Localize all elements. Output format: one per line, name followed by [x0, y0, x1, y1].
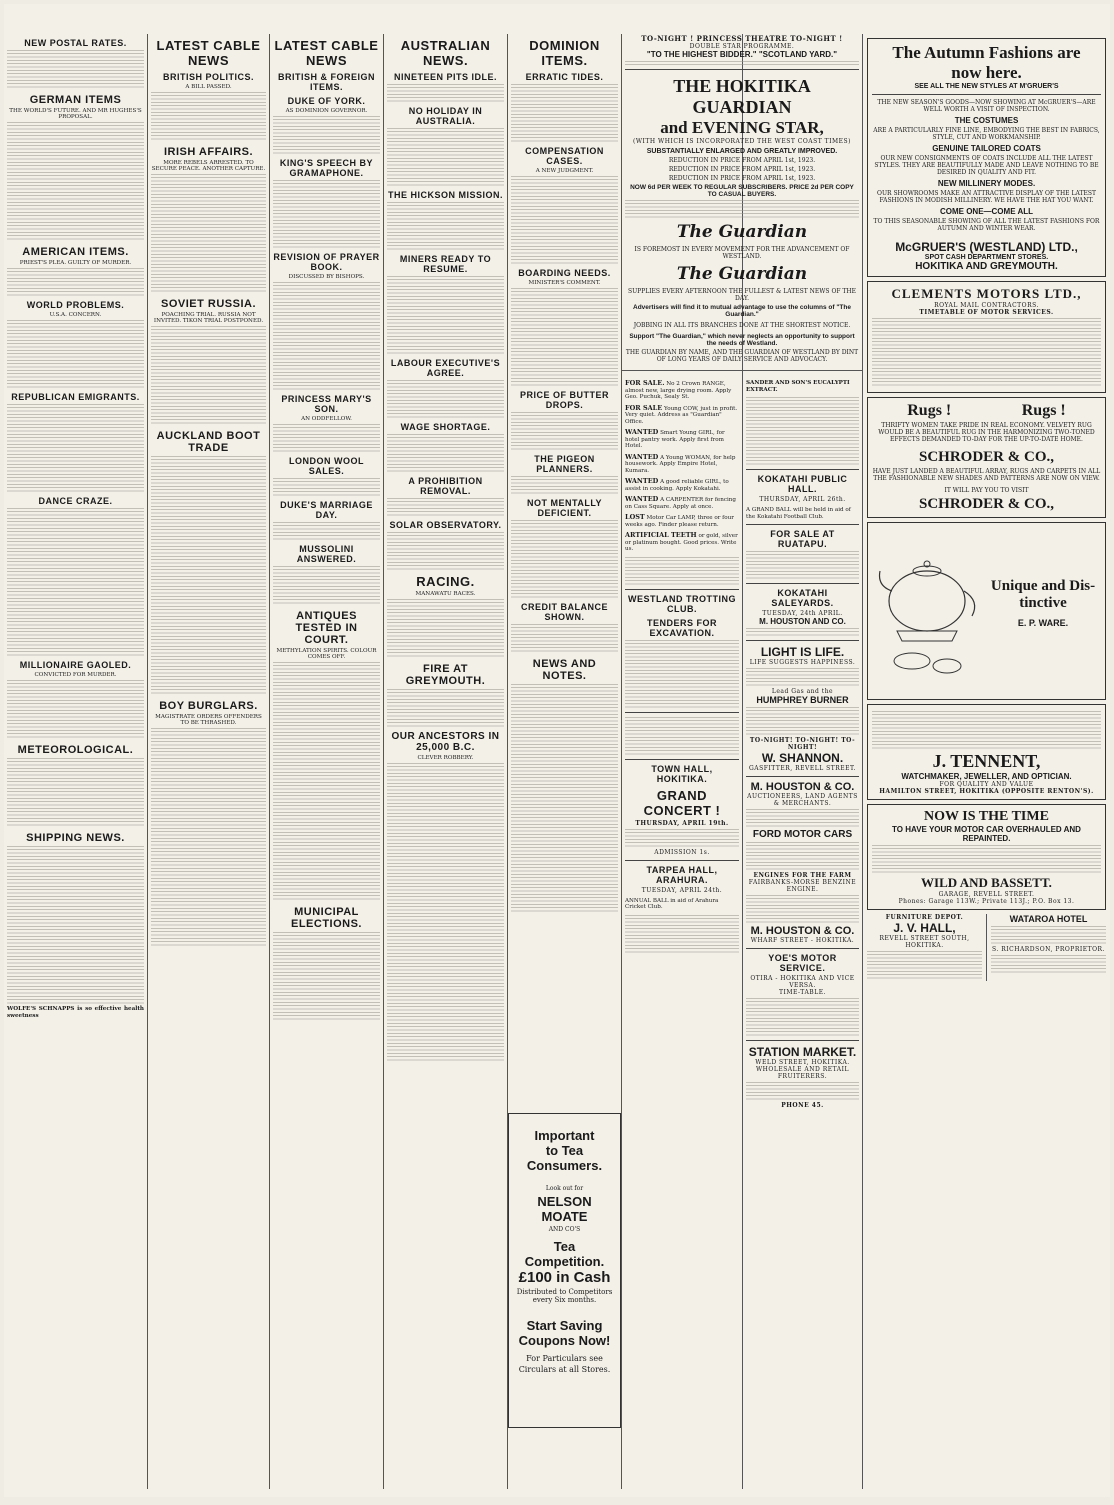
headline: DANCE CRAZE. [38, 496, 113, 506]
company-sub: ROYAL MAIL CONTRACTORS. [934, 302, 1039, 309]
subheadline: MANAWATU RACES. [415, 591, 476, 597]
subheadline: A BILL PASSED. [185, 84, 232, 90]
classified-item: LOST Motor Car LAMP, three or four weeks ago. Finder please return. [625, 513, 734, 528]
tonight-repeat: TO-NIGHT! TO-NIGHT! TO-NIGHT! [749, 737, 856, 751]
gasfitter-name: W. SHANNON. [761, 751, 844, 765]
theatre-double: DOUBLE STAR PROGRAMME. [689, 43, 795, 50]
section-heading: LATEST CABLE NEWS [156, 38, 261, 68]
reduction-line: REDUCTION IN PRICE FROM APRIL 1st, 1923. [668, 175, 816, 182]
ball-notice: ANNUAL BALL in aid of Arahura Cricket Club. [625, 897, 719, 910]
admission-line: ADMISSION 1s. [654, 848, 710, 856]
column-display-adverts [863, 34, 1110, 1489]
column-general-news [4, 34, 147, 1489]
advert-heading: SANDER AND SON'S EUCALYPTI EXTRACT. [746, 380, 850, 393]
headline: PRINCESS MARY'S SON. [281, 394, 372, 414]
depot-name: J. V. HALL, [893, 921, 956, 935]
timetable-sub: TIMETABLE OF MOTOR SERVICES. [919, 309, 1054, 316]
garage-address: GARAGE, REVELL STREET. [938, 891, 1035, 898]
merchant-sub: AUCTIONEERS, LAND AGENTS & MERCHANTS. [747, 793, 858, 807]
motor-service: YOE'S MOTOR SERVICE. [768, 953, 837, 973]
schroder-advert [867, 397, 1106, 518]
advert-text: OUR NEW CONSIGNMENTS OF COATS INCLUDE ALL THE LATEST STYLES. THEY ARE BEAUTIFULLY MADE AND LEAVE NOTHING TO BE DESIRED IN QUALITY AND FIT. [874, 155, 1099, 176]
subheadline: CONVICTED FOR MURDER. [34, 672, 117, 678]
depot-heading: FURNITURE DEPOT. [885, 914, 964, 921]
now-heading: NOW IS THE TIME [924, 809, 1049, 824]
headline: DUKE'S MARRIAGE DAY. [280, 500, 373, 520]
unique-heading: tinctive [1019, 595, 1067, 611]
subheadline: AS DOMINION GOVERNOR. [285, 108, 368, 114]
merchant-address: WHARF STREET - HOKITIKA. [750, 937, 855, 944]
column-foreign-items [270, 34, 383, 1489]
ad-line: NELSON MOATE [537, 1194, 592, 1224]
auctioneer-name: M. HOUSTON AND CO. [759, 617, 846, 626]
rugs-heading: Rugs ! [907, 402, 952, 419]
headline: RACING. [416, 574, 475, 589]
headline: WAGE SHORTAGE. [400, 422, 491, 432]
subheadline: AN ODDFELLOW. [301, 416, 352, 422]
headline: LONDON WOOL SALES. [289, 456, 364, 476]
light-sub: LIFE SUGGESTS HAPPINESS. [749, 659, 856, 666]
advert-subheading: COME ONE—COME ALL [939, 207, 1034, 216]
mcgruers-advert [867, 38, 1106, 277]
headline: BOY BURGLARS. [159, 700, 258, 712]
ford-cars: FORD MOTOR CARS [752, 829, 853, 840]
jeweller-name: E. P. WARE. [1017, 618, 1069, 628]
unique-heading: Unique and Dis- [990, 578, 1096, 594]
masthead-incorporation: (WITH WHICH IS INCORPORATED THE WEST COAST TIMES) [633, 138, 851, 145]
store-towns: HOKITIKA AND GREYMOUTH. [915, 261, 1058, 272]
humphrey-burner: HUMPHREY BURNER [756, 695, 849, 705]
headline: BOARDING NEEDS. [518, 268, 611, 278]
rugs-heading: Rugs ! [1021, 402, 1066, 419]
market-address: WELD STREET, HOKITIKA. [755, 1059, 850, 1066]
headline: MINERS READY TO RESUME. [399, 254, 492, 274]
subheadline: A NEW JUDGMENT. [535, 168, 594, 174]
jobbing-notice: JOBBING IN ALL ITS BRANCHES DONE AT THE SHORTEST NOTICE. [633, 322, 851, 329]
subheadline: PRIEST'S PLEA. GUILTY OF MURDER. [19, 260, 132, 266]
market-name: STATION MARKET. [748, 1045, 857, 1059]
headline: METEOROLOGICAL. [17, 744, 134, 756]
ad-line: Consumers. [526, 1158, 603, 1173]
headline: NOT MENTALLY DEFICIENT. [527, 498, 602, 518]
route: OTIRA - HOKITIKA AND VICE VERSA. [750, 975, 855, 989]
section-heading: DOMINION ITEMS. [529, 38, 600, 68]
merchant-name: M. HOUSTON & CO. [750, 781, 855, 793]
headline: BRITISH POLITICS. [162, 72, 254, 82]
headline: THE HICKSON MISSION. [387, 190, 503, 200]
headline: NINETEEN PITS IDLE. [393, 72, 497, 82]
ad-line: AND CO'S [548, 1226, 581, 1233]
store-name: McGRUER'S (WESTLAND) LTD., [895, 240, 1078, 254]
fairbanks: FAIRBANKS-MORSE BENZINE ENGINE. [748, 879, 857, 893]
subheadline: THE WORLD'S FUTURE. AND MR HUGHES'S PROPOSAL. [9, 108, 142, 120]
headline: WORLD PROBLEMS. [26, 300, 125, 310]
jeweller-quality: FOR QUALITY AND VALUE [939, 781, 1034, 788]
subheadline: MORE REBELS ARRESTED. TO SECURE PEACE. ANOTHER CAPTURE. [151, 160, 266, 172]
bottom-adverts [867, 914, 1106, 981]
ad-line: Circulars at all Stores. [518, 1365, 611, 1374]
club-heading: WESTLAND TROTTING CLUB. [628, 593, 736, 614]
venue-heading: KOKATAHI PUBLIC HALL. [757, 474, 848, 494]
advert-subheading: GENUINE TAILORED COATS [932, 144, 1041, 153]
classified-item: FOR SALE. No 2 Crown RANGE, almost new, large drying room. Apply Geo. Puchuk, Sealy St. [625, 379, 732, 400]
advert-text: WOLFE'S SCHNAPPS is so effective health sweetness [7, 1006, 144, 1019]
event-date: TUESDAY, APRIL 24th. [641, 886, 723, 894]
enlarged-notice: SUBSTANTIALLY ENLARGED AND GREATLY IMPROVED. [646, 148, 838, 155]
subheadline: U.S.A. CONCERN. [49, 312, 102, 318]
headline: REPUBLICAN EMIGRANTS. [11, 392, 140, 402]
ball-notice: A GRAND BALL will be held in aid of the Kokatahi Football Club. [746, 507, 851, 520]
headline: FIRE AT GREYMOUTH. [405, 663, 486, 687]
classified-item: ARTIFICIAL TEETH or gold, silver or platinum bought. Good prices. Write us. [625, 531, 738, 552]
advertisers-notice: Advertisers will find it to mutual advantage to use the columns of "The Guardian." [633, 304, 851, 318]
classified-item: WANTED Smart Young GIRL, for hotel pantry work. Apply first from Hotel. [625, 428, 725, 449]
ad-line: to Tea [545, 1143, 584, 1158]
theatre-titles: "TO THE HIGHEST BIDDER." "SCOTLAND YARD." [646, 50, 838, 59]
ad-line: Start Saving [526, 1318, 603, 1333]
headline: NEW POSTAL RATES. [24, 38, 127, 48]
headline: REVISION OF PRAYER BOOK. [273, 252, 380, 272]
headline: MUNICIPAL ELECTIONS. [290, 906, 362, 930]
tennent-advert [867, 704, 1106, 800]
newspaper-page [4, 4, 1110, 1497]
ad-line: Distributed to Competitors every Six months. [516, 1288, 613, 1304]
light-heading: LIGHT IS LIFE. [760, 645, 845, 659]
subheadline: MINISTER'S COMMENT. [528, 280, 601, 286]
support-notice: Support "The Guardian," which never neglects an opportunity to support the needs of Westland. [629, 333, 855, 347]
overhaul-text: TO HAVE YOUR MOTOR CAR OVERHAULED AND REPAINTED. [892, 825, 1081, 843]
guardian-statement: IS FOREMOST IN EVERY MOVEMENT FOR THE ADVANCEMENT OF WESTLAND. [634, 246, 850, 260]
wataroa-advert [991, 914, 1106, 981]
headline: SOVIET RUSSIA. [160, 298, 257, 310]
jeweller-trade: WATCHMAKER, JEWELLER, AND OPTICIAN. [901, 772, 1072, 781]
theatre-header: TO-NIGHT ! PRINCESS THEATRE TO-NIGHT ! [641, 34, 843, 43]
ad-line: Tea Competition. [524, 1239, 605, 1269]
autumn-sub: SEE ALL THE NEW STYLES AT M'GRUER'S [914, 83, 1059, 90]
masthead-title: THE HOKITIKA GUARDIAN [673, 76, 811, 117]
lead-gas: Lead Gas and the [771, 688, 834, 695]
classified-item: FOR SALE Young COW, just in profit. Very quiet. Address as "Guardian" Office. [625, 403, 738, 425]
concert-heading: GRAND CONCERT ! [643, 787, 721, 818]
garage-phones: Phones: Garage 113W.; Private 113J.; P.O. Box 13. [898, 898, 1075, 905]
subheadline: MAGISTRATE ORDERS OFFENDERS TO BE THRASHED. [155, 714, 262, 726]
timetable: TIME-TABLE. [778, 989, 826, 996]
store-name: SCHRODER & CO., [918, 496, 1054, 512]
column-classifieds [622, 376, 742, 1486]
headline: GERMAN ITEMS [29, 94, 122, 106]
westland-notice: THE GUARDIAN BY NAME, AND THE GUARDIAN OF WESTLAND BY DINT OF LONG YEARS OF DAILY SERVICE AND ADVOCACY. [625, 349, 859, 363]
headline: LABOUR EXECUTIVE'S AGREE. [390, 358, 501, 378]
headline: A PROHIBITION REMOVAL. [408, 476, 483, 496]
venue-heading: TARPEA HALL, ARAHURA. [646, 864, 718, 885]
reduction-line: REDUCTION IN PRICE FROM APRIL 1st, 1923. [668, 166, 816, 173]
headline: SHIPPING NEWS. [26, 832, 125, 844]
tea-competition-advert [508, 1113, 621, 1428]
hotel-name: WATAROA HOTEL [1009, 914, 1088, 924]
clements-advert [867, 281, 1106, 393]
depot-address: REVELL STREET SOUTH, HOKITIKA. [879, 935, 970, 949]
subheadline: METHYLATION SPIRITS. COLOUR COMES OFF. [276, 648, 377, 660]
store-name: SCHRODER & CO., [918, 449, 1054, 465]
advert-text: IT WILL PAY YOU TO VISIT [944, 487, 1029, 494]
headline: MILLIONAIRE GAOLED. [19, 660, 132, 670]
reduction-line: REDUCTION IN PRICE FROM APRIL 1st, 1923. [668, 157, 816, 164]
headline: COMPENSATION CASES. [525, 146, 604, 166]
classified-item: WANTED A good reliable GIRL, to assist in cooking. Apply Kokatahi. [625, 477, 729, 492]
advert-text: THE NEW SEASON'S GOODS—NOW SHOWING AT McGRUER'S—ARE WELL WORTH A VISIT OF INSPECTION. [877, 99, 1096, 113]
guardian-title: The Guardian [676, 264, 808, 284]
wild-bassett-advert [867, 804, 1106, 910]
masthead-subtitle: and EVENING STAR, [660, 118, 824, 137]
advert-text: TO THIS SEASONABLE SHOWING OF ALL THE LATEST FASHIONS FOR AUTUMN AND WINTER WEAR. [873, 218, 1100, 232]
store-sub: SPOT CASH DEPARTMENT STORES. [924, 254, 1049, 261]
hall-advert [867, 914, 982, 981]
ware-advert [867, 522, 1106, 700]
autumn-heading: now here. [951, 63, 1022, 82]
headline: CREDIT BALANCE SHOWN. [521, 602, 608, 622]
headline: SOLAR OBSERVATORY. [389, 520, 502, 530]
ad-line: Look out for [545, 1185, 584, 1192]
headline: ANTIQUES TESTED IN COURT. [295, 610, 358, 646]
market-trade: WHOLESALE AND RETAIL FRUITERERS. [756, 1066, 849, 1080]
guardian-masthead-block [622, 34, 862, 369]
headline: OUR ANCESTORS IN 25,000 B.C. [391, 731, 500, 753]
ad-line: For Particulars see [526, 1354, 603, 1363]
guardian-title: The Guardian [676, 222, 808, 242]
sale-heading: FOR SALE AT RUATAPU. [770, 529, 835, 549]
garage-name: WILD AND BASSETT. [921, 875, 1052, 890]
guardian-statement: SUPPLIES EVERY AFTERNOON THE FULLEST & LATEST NEWS OF THE DAY. [627, 288, 857, 302]
ad-line: £100 in Cash [518, 1269, 611, 1286]
gasfitter-address: GASFITTER, REVELL STREET. [749, 765, 856, 772]
advert-subheading: NEW MILLINERY MODES. [937, 179, 1036, 188]
column-cable-news [148, 34, 269, 1489]
classified-item: WANTED A Young WOMAN, for help housework. Apply Empire Hotel, Kumara. [625, 452, 736, 474]
sale-date: TUESDAY, 24th APRIL. [762, 610, 843, 617]
headline: KING'S SPEECH BY GRAMAPHONE. [279, 158, 374, 178]
phone: PHONE 45. [781, 1102, 824, 1109]
saleyards-heading: KOKATAHI SALEYARDS. [771, 588, 834, 608]
ad-line: Important [534, 1128, 595, 1143]
headline: MUSSOLINI ANSWERED. [296, 544, 357, 564]
subheadline: CLEVER ROBBERY. [417, 755, 474, 761]
section-subheading: BRITISH & FOREIGN ITEMS. [277, 72, 375, 92]
event-date: THURSDAY, APRIL 26th. [759, 496, 846, 503]
column-australian-news [384, 34, 507, 1489]
price-notice: NOW 6d PER WEEK TO REGULAR SUBSCRIBERS. PRICE 2d PER COPY TO CASUAL BUYERS. [630, 184, 854, 198]
section-heading: LATEST CABLE NEWS [274, 38, 379, 68]
headline: NO HOLIDAY IN AUSTRALIA. [408, 106, 483, 126]
headline: IRISH AFFAIRS. [163, 146, 254, 158]
headline: NEWS AND NOTES. [532, 658, 597, 682]
section-heading: AUSTRALIAN NEWS. [400, 38, 491, 68]
headline: ERRATIC TIDES. [525, 72, 604, 82]
column-local-adverts [743, 376, 862, 1486]
concert-date: THURSDAY, APRIL 19th. [635, 819, 729, 827]
merchant-name: M. HOUSTON & CO. [750, 925, 855, 937]
jeweller-name: J. TENNENT, [932, 751, 1041, 771]
headline: AUCKLAND BOOT TRADE [156, 430, 261, 454]
headline: THE PIGEON PLANNERS. [534, 454, 595, 474]
advert-text: HAVE JUST LANDED A BEAUTIFUL ARRAY, RUGS AND CARPETS IN ALL THE FASHIONABLE NEW SHADES AND PATTERNS ARE NOW ON VIEW. [872, 468, 1101, 482]
headline: AMERICAN ITEMS. [22, 246, 129, 258]
subheadline: POACHING TRIAL. RUSSIA NOT INVITED. TIKON TRIAL POSTPONED. [153, 312, 264, 324]
tenders-heading: TENDERS FOR EXCAVATION. [646, 617, 717, 638]
venue-heading: TOWN HALL, HOKITIKA. [651, 763, 713, 784]
subheadline: DISCUSSED BY BISHOPS. [288, 274, 365, 280]
autumn-heading: The Autumn Fashions are [892, 43, 1081, 62]
advert-subheading: THE COSTUMES [954, 116, 1019, 125]
engines-heading: ENGINES FOR THE FARM [753, 872, 852, 879]
company-name: CLEMENTS MOTORS LTD., [891, 286, 1082, 301]
jeweller-address: HAMILTON STREET, HOKITIKA (OPPOSITE RENTON'S). [879, 788, 1094, 795]
headline: DUKE OF YORK. [287, 96, 366, 106]
classified-item: WANTED A CARPENTER for fencing on Cass Square. Apply at once. [625, 495, 736, 510]
ad-line: Coupons Now! [518, 1333, 611, 1348]
teapot-illustration-icon [872, 531, 982, 681]
advert-text: OUR SHOWROOMS MAKE AN ATTRACTIVE DISPLAY OF THE LATEST FASHIONS IN MODISH MILLINERY. WE HAVE THE HAT YOU WANT. [877, 190, 1096, 204]
headline: PRICE OF BUTTER DROPS. [519, 390, 609, 410]
hotel-proprietor: S. RICHARDSON, PROPRIETOR. [992, 946, 1105, 953]
advert-text: ARE A PARTICULARLY FINE LINE, EMBODYING THE BEST IN FABRICS, STYLE, CUT AND WORKMANSHIP. [873, 127, 1100, 141]
advert-text: THRIFTY WOMEN TAKE PRIDE IN REAL ECONOMY. VELVETY RUG WOULD BE A BEAUTIFUL RUG IN THE HARMONIZING TWO-TONED EFFECTS DEMANDED TO-DAY FOR THE UP-TO-DATE HOME. [878, 422, 1095, 443]
